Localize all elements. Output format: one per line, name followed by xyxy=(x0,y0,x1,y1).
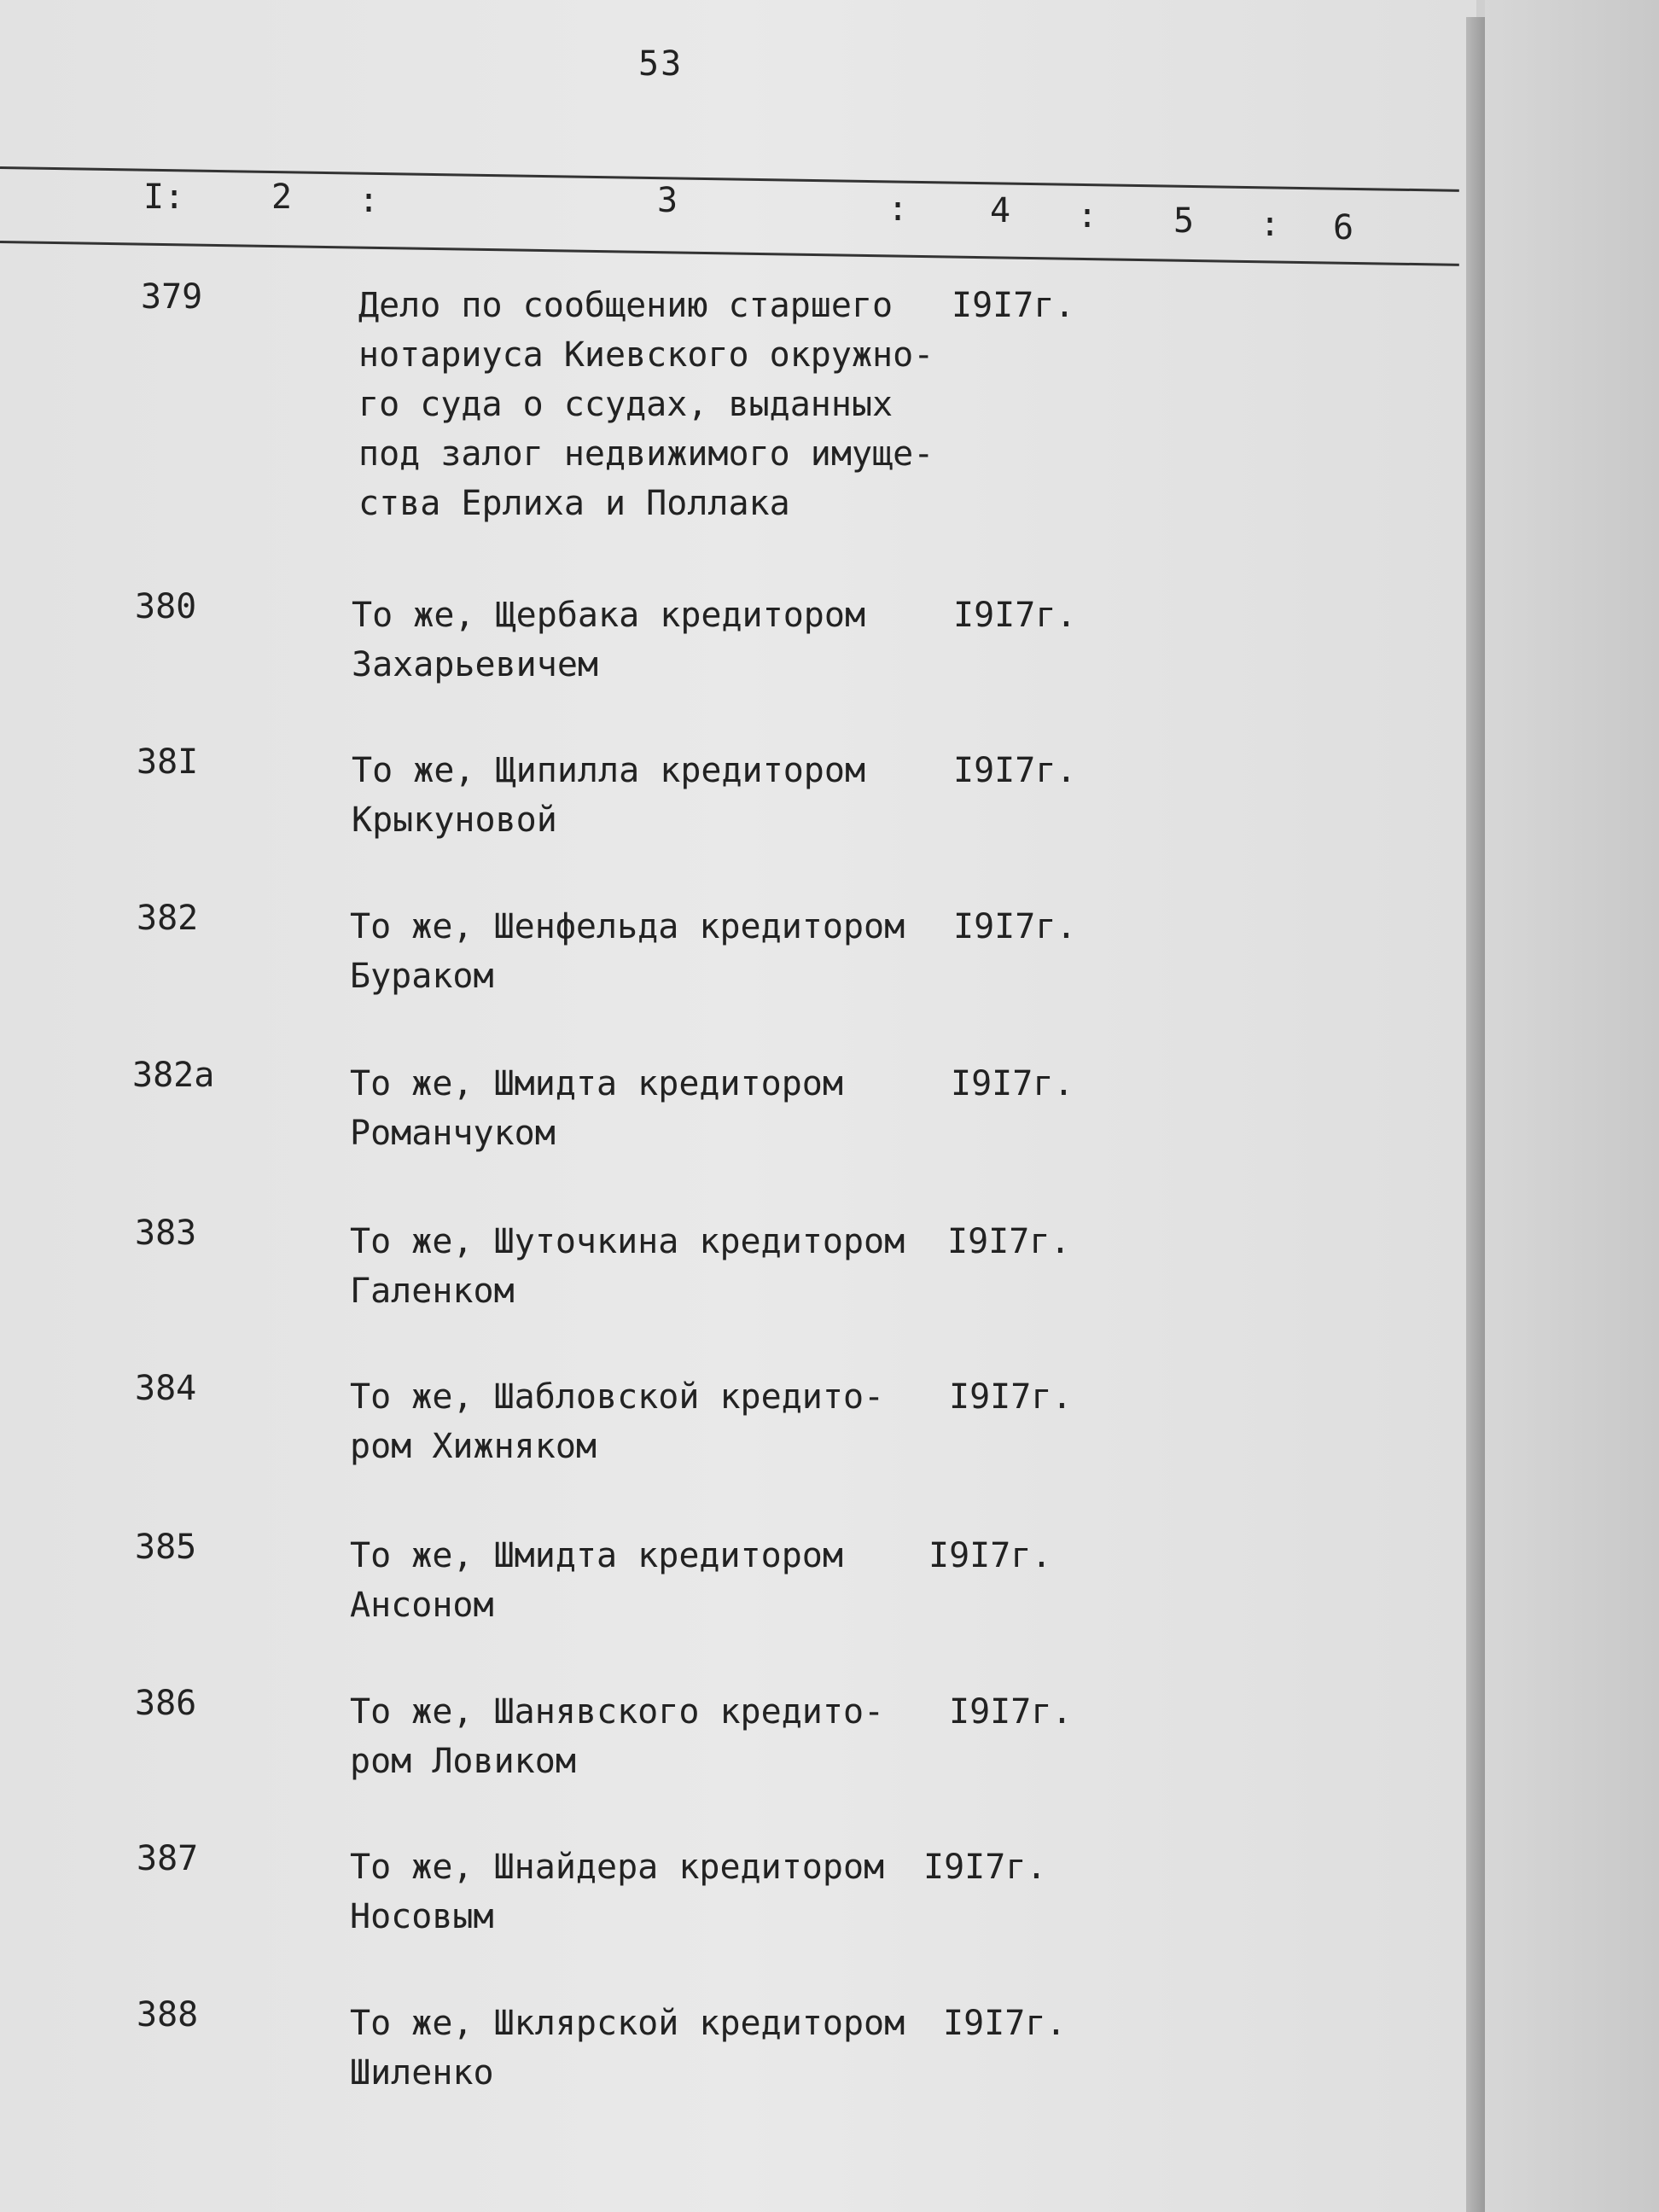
row-description-line: ства Ерлиха и Поллака xyxy=(358,484,790,523)
row-description-line: под залог недвижимого имуще- xyxy=(358,434,934,474)
header-col-2: 2 xyxy=(271,178,293,217)
row-description-line: ром Хижняком xyxy=(350,1427,597,1466)
header-col-4: 4 xyxy=(990,191,1011,230)
row-description-line: Галенком xyxy=(350,1272,515,1311)
row-description-line: То же, Шмидта кредитором xyxy=(350,1536,843,1575)
row-year: I9I7г. xyxy=(943,2004,1067,2043)
header-sep: : xyxy=(358,181,380,220)
row-year: I9I7г. xyxy=(949,1692,1073,1732)
row-description-line: го суда о ссудах, выданных xyxy=(358,385,894,424)
row-year: I9I7г. xyxy=(923,1848,1047,1887)
underlying-sheet xyxy=(1485,0,1659,2212)
row-number: 382а xyxy=(132,1056,215,1095)
row-description-line: Захарьевичем xyxy=(352,645,598,684)
row-description-line: нотариуса Киевского окружно- xyxy=(358,335,934,375)
row-description-line: Ансоном xyxy=(350,1586,494,1625)
row-description-line: То же, Шуточкина кредитором xyxy=(350,1222,905,1261)
row-description-line: ром Ловиком xyxy=(350,1742,576,1781)
row-description-line: То же, Шнайдера кредитором xyxy=(350,1848,885,1887)
header-sep: : xyxy=(1077,196,1098,236)
row-number: 386 xyxy=(135,1684,197,1723)
row-number: 387 xyxy=(137,1839,199,1878)
row-number: 382 xyxy=(137,899,199,938)
row-description-line: То же, Шмидта кредитором xyxy=(350,1064,843,1103)
page-number: 53 xyxy=(638,44,684,84)
header-col-3: 3 xyxy=(657,181,678,220)
row-number: 388 xyxy=(137,1995,199,2034)
header-col-6: 6 xyxy=(1333,208,1354,247)
row-year: I9I7г. xyxy=(947,1222,1071,1261)
row-number: 385 xyxy=(135,1528,197,1567)
header-rule-bottom xyxy=(0,241,1459,266)
row-description-line: То же, Щипилла кредитором xyxy=(352,751,866,790)
row-description-line: То же, Щербака кредитором xyxy=(352,596,866,635)
row-number: 38I xyxy=(137,742,199,782)
header-sep: : xyxy=(888,189,909,229)
row-number: 380 xyxy=(135,587,197,626)
row-number: 383 xyxy=(135,1214,197,1253)
row-description-line: То же, Шанявского кредито- xyxy=(350,1692,885,1732)
row-year: I9I7г. xyxy=(953,596,1077,635)
row-description-line: То же, Шклярской кредитором xyxy=(350,2004,905,2043)
row-year: I9I7г. xyxy=(951,1064,1074,1103)
row-description-line: То же, Шабловской кредито- xyxy=(350,1377,885,1417)
row-year: I9I7г. xyxy=(949,1377,1073,1417)
header-col-1: I: xyxy=(143,178,185,217)
row-description-line: Носовым xyxy=(350,1897,494,1936)
row-year: I9I7г. xyxy=(952,286,1075,325)
row-number: 384 xyxy=(135,1369,197,1408)
row-description-line: Крыкуновой xyxy=(352,800,557,840)
row-year: I9I7г. xyxy=(953,907,1077,946)
row-description-line: Шиленко xyxy=(350,2053,494,2093)
header-sep: : xyxy=(1260,205,1281,244)
row-description-line: Дело по сообщению старшего xyxy=(358,286,894,325)
row-year: I9I7г. xyxy=(928,1536,1052,1575)
row-year: I9I7г. xyxy=(953,751,1077,790)
header-col-5: 5 xyxy=(1173,201,1195,241)
row-number: 379 xyxy=(141,277,203,317)
header-rule-top xyxy=(0,166,1459,192)
row-description-line: То же, Шенфельда кредитором xyxy=(350,907,905,946)
row-description-line: Бураком xyxy=(350,957,494,996)
row-description-line: Романчуком xyxy=(350,1114,556,1153)
page-edge xyxy=(1466,17,1485,2212)
